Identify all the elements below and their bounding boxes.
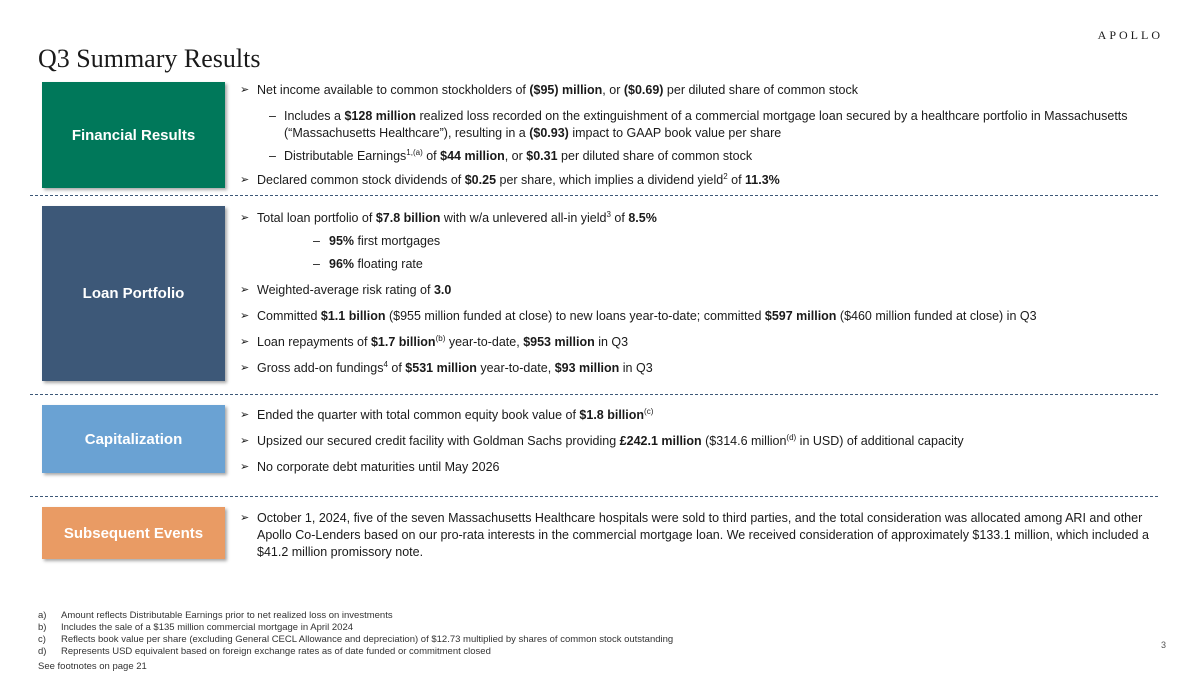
loan-bullet-total-portfolio: ➢ Total loan portfolio of $7.8 billion with w/a unlevered all-in yield$^3$ of 8.5% [240,210,1155,227]
loan-bullet-add-on-fundings: ➢ Gross add-on fundings$^4$ of $531 million year-to-date, $93 million in Q3 [240,360,1155,377]
page-title: Q3 Summary Results [38,44,261,73]
subsequent-events-tile: Subsequent Events [42,507,225,559]
footnote-b: b) Includes the sale of a $135 million commercial mortgage in April 2024 [38,622,354,633]
subsequent-events-content [240,510,1175,561]
loan-portfolio-content [240,210,1155,377]
loan-subbullet-floating-rate: – 96% floating rate [240,256,1155,273]
cap-bullet-credit-facility: ➢ Upsized our secured credit facility with Goldman Sachs providing £242.1 million ($314.6 million$^{(d)}$ in USD) of additional capacity [240,433,1155,450]
apollo-logo: APOLLO [1097,28,1163,42]
capitalization-content [240,407,1155,476]
footnote-c: c) Reflects book value per share (excluding General CECL Allowance and depreciation) of $12.73 multiplied by shares of common stock outstanding [38,634,674,645]
footnote-d: d) Represents USD equivalent based on foreign exchange rates as of date funded or commitment closed [38,646,491,657]
cap-bullet-debt-maturities: ➢ No corporate debt maturities until May 2026 [240,459,1155,476]
subsequent-bullet-hospital-sale: ➢ October 1, 2024, five of the seven Massachusetts Healthcare hospitals were sold to third parties, and the total consideration was allocated among ARI and other Apollo Co-Lenders based on our pro-rata interests in the commercial mortgage loan. We received consideration of approximately $133.1 million, which included a $41.2 million promissory note. [240,510,1175,561]
page-number: 3 [1160,640,1166,650]
financial-results-tile: Financial Results [42,82,225,188]
cap-bullet-book-value: ➢ Ended the quarter with total common equity book value of $1.8 billion$^{(c)}$ [240,407,1155,424]
financial-subbullet-distributable-earnings: – Distributable Earnings$^{1,(a)}$ of $44 million, or $0.31 per diluted share of common stock [240,148,1155,165]
loan-bullet-commitments: ➢ Committed $1.1 billion ($955 million funded at close) to new loans year-to-date; committed $597 million ($460 million funded at close) in Q3 [240,308,1155,325]
financial-subbullet-realized-loss: – Includes a $128 million realized loss recorded on the extinguishment of a commercial mortgage loan secured by a healthcare portfolio in Massachusetts (“Massachusetts Healthcare”), resulting in a ($0.93) impact to GAAP book value per share [240,108,1155,142]
loan-bullet-repayments: ➢ Loan repayments of $1.7 billion$^{(b)}$ year-to-date, $953 million in Q3 [240,334,1155,351]
financial-bullet-net-income: ➢ Net income available to common stockholders of ($95) million, or ($0.69) per diluted share of common stock [240,82,1155,99]
section-divider [30,394,1158,395]
footnote-a: a) Amount reflects Distributable Earnings prior to net realized loss on investments [38,610,393,621]
footnotes [38,610,673,658]
loan-bullet-risk-rating: ➢ Weighted-average risk rating of 3.0 [240,282,1155,299]
loan-portfolio-tile: Loan Portfolio [42,206,225,381]
financial-results-content [240,82,1155,189]
loan-subbullet-first-mortgages: – 95% first mortgages [240,233,1155,250]
financial-bullet-dividends: ➢ Declared common stock dividends of $0.25 per share, which implies a dividend yield$^2$ of 11.3% [240,172,1155,189]
see-footnotes-note: See footnotes on page 21 [38,661,147,672]
section-divider [30,195,1158,196]
capitalization-tile: Capitalization [42,405,225,473]
section-divider [30,496,1158,497]
